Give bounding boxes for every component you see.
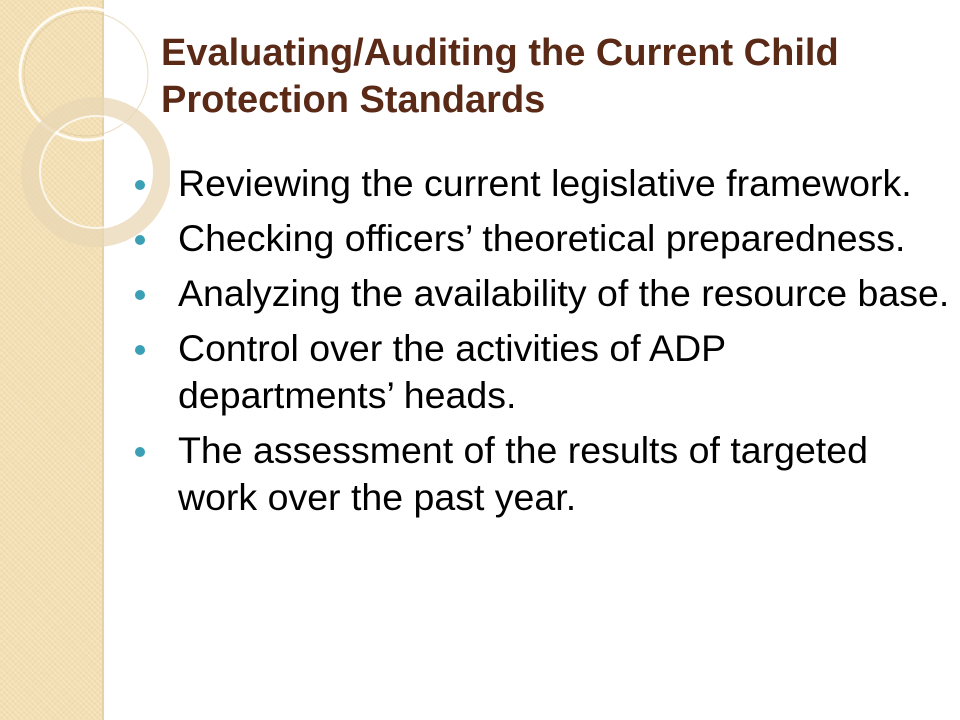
bullet-dot-icon [135,447,145,457]
bullet-dot-icon [135,290,145,300]
bullet-item [130,160,950,207]
bullet-text: Checking officers’ theoretical preparedness. [178,217,906,259]
bullet-item [130,215,950,262]
bullet-dot-icon [135,235,145,245]
bullet-dot-icon [135,345,145,355]
bullet-text: Reviewing the current legislative framework. [178,162,912,204]
bullet-item [130,427,950,521]
bullet-text: Control over the activities of ADP departments’ heads. [178,327,726,416]
bullet-dot-icon [135,180,145,190]
bullet-item [130,325,950,419]
bullet-text: Analyzing the availability of the resource base. [178,272,950,314]
bullet-text: The assessment of the results of targeted work over the past year. [178,429,868,518]
bullet-item [130,270,950,317]
slide-title: Evaluating/Auditing the Current Child Protection Standards [161,32,839,121]
bullet-list [130,160,950,529]
